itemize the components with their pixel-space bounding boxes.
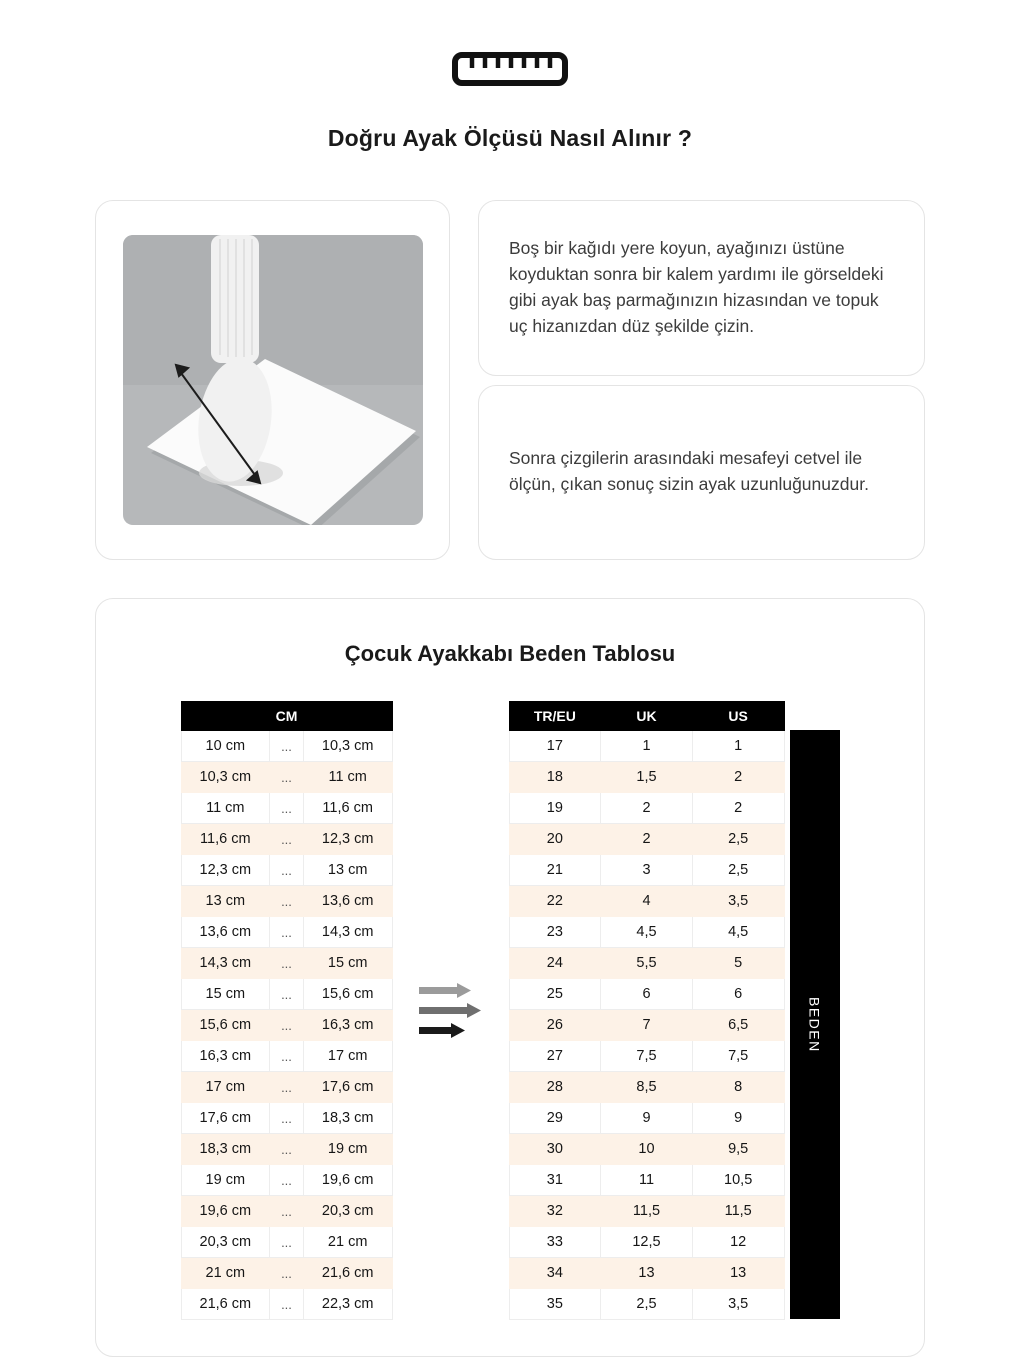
page-header bbox=[0, 0, 1020, 152]
cm-cell: 11,6 cm bbox=[181, 824, 270, 855]
cm-cell: 17 cm bbox=[303, 1041, 392, 1072]
cm-cell: ... bbox=[270, 1103, 304, 1134]
table-row bbox=[181, 762, 392, 793]
size-cell: 1 bbox=[692, 731, 784, 762]
size-cell: 13 bbox=[692, 1258, 784, 1289]
table-row bbox=[181, 948, 392, 979]
cm-table bbox=[181, 701, 393, 1320]
convert-arrows-icon bbox=[417, 978, 483, 1044]
size-table-header-uk: UK bbox=[601, 702, 693, 731]
size-cell: 26 bbox=[509, 1010, 601, 1041]
size-cell: 6 bbox=[692, 979, 784, 1010]
measure-section bbox=[0, 152, 1020, 560]
cm-table-header-row bbox=[181, 702, 392, 731]
cm-cell: 15,6 cm bbox=[303, 979, 392, 1010]
size-cell: 7 bbox=[601, 1010, 693, 1041]
cm-cell: ... bbox=[270, 886, 304, 917]
cm-cell: 19,6 cm bbox=[303, 1165, 392, 1196]
size-table-header-tr-eu: TR/EU bbox=[509, 702, 601, 731]
beden-label: BEDEN bbox=[806, 996, 823, 1053]
size-cell: 11,5 bbox=[601, 1196, 693, 1227]
table-row bbox=[509, 1289, 784, 1320]
table-row bbox=[509, 1258, 784, 1289]
size-cell: 1,5 bbox=[601, 762, 693, 793]
size-cell: 1 bbox=[601, 731, 693, 762]
size-table-header-row bbox=[509, 702, 784, 731]
cm-cell: 10 cm bbox=[181, 731, 270, 762]
table-row bbox=[509, 731, 784, 762]
cm-cell: 15 cm bbox=[303, 948, 392, 979]
cm-cell: 16,3 cm bbox=[303, 1010, 392, 1041]
cm-cell: 12,3 cm bbox=[181, 855, 270, 886]
size-cell: 7,5 bbox=[601, 1041, 693, 1072]
beden-label-bar bbox=[790, 730, 840, 1319]
table-row bbox=[509, 762, 784, 793]
cm-cell: ... bbox=[270, 824, 304, 855]
size-cell: 23 bbox=[509, 917, 601, 948]
size-cell: 4,5 bbox=[601, 917, 693, 948]
cm-cell: ... bbox=[270, 1134, 304, 1165]
size-cell: 25 bbox=[509, 979, 601, 1010]
size-cell: 2 bbox=[601, 824, 693, 855]
cm-cell: 21 cm bbox=[181, 1258, 270, 1289]
size-cell: 3,5 bbox=[692, 1289, 784, 1320]
cm-cell: 18,3 cm bbox=[303, 1103, 392, 1134]
cm-cell: ... bbox=[270, 855, 304, 886]
cm-cell: 19 cm bbox=[181, 1165, 270, 1196]
size-cell: 8,5 bbox=[601, 1072, 693, 1103]
size-cell: 22 bbox=[509, 886, 601, 917]
table-row bbox=[509, 1010, 784, 1041]
size-cell: 32 bbox=[509, 1196, 601, 1227]
cm-cell: 22,3 cm bbox=[303, 1289, 392, 1320]
size-cell: 3,5 bbox=[692, 886, 784, 917]
table-row bbox=[181, 731, 392, 762]
cm-cell: 11,6 cm bbox=[303, 793, 392, 824]
size-cell: 11 bbox=[601, 1165, 693, 1196]
size-cell: 2 bbox=[692, 762, 784, 793]
table-row bbox=[181, 824, 392, 855]
table-row bbox=[509, 1196, 784, 1227]
cm-cell: ... bbox=[270, 1258, 304, 1289]
cm-cell: 10,3 cm bbox=[181, 762, 270, 793]
cm-cell: 18,3 cm bbox=[181, 1134, 270, 1165]
cm-cell: 13 cm bbox=[303, 855, 392, 886]
table-row bbox=[181, 979, 392, 1010]
table-row bbox=[509, 1072, 784, 1103]
cm-cell: 19 cm bbox=[303, 1134, 392, 1165]
size-table-title: Çocuk Ayakkabı Beden Tablosu bbox=[344, 641, 676, 666]
instruction-step-2 bbox=[478, 385, 925, 561]
cm-cell: ... bbox=[270, 1072, 304, 1103]
size-cell: 8 bbox=[692, 1072, 784, 1103]
cm-cell: 17,6 cm bbox=[181, 1103, 270, 1134]
cm-cell: ... bbox=[270, 979, 304, 1010]
size-conversion-table bbox=[509, 701, 785, 1320]
size-cell: 12,5 bbox=[601, 1227, 693, 1258]
size-cell: 2,5 bbox=[601, 1289, 693, 1320]
size-cell: 9 bbox=[601, 1103, 693, 1134]
cm-cell: 14,3 cm bbox=[181, 948, 270, 979]
table-row bbox=[509, 948, 784, 979]
size-cell: 13 bbox=[601, 1258, 693, 1289]
size-table-header-us: US bbox=[692, 702, 784, 731]
cm-table-header: CM bbox=[181, 702, 392, 731]
size-cell: 17 bbox=[509, 731, 601, 762]
ruler-icon bbox=[451, 50, 569, 93]
table-row bbox=[509, 793, 784, 824]
cm-cell: ... bbox=[270, 917, 304, 948]
table-row bbox=[181, 1165, 392, 1196]
cm-cell: 11 cm bbox=[181, 793, 270, 824]
table-row bbox=[181, 793, 392, 824]
cm-cell: 16,3 cm bbox=[181, 1041, 270, 1072]
instructions-column bbox=[478, 200, 925, 560]
size-cell: 2,5 bbox=[692, 824, 784, 855]
instruction-step-2-text: Sonra çizgilerin arasındaki mesafeyi cetvel ile ölçün, çıkan sonuç sizin ayak uzunluğunuzdur. bbox=[509, 448, 869, 495]
size-cell: 20 bbox=[509, 824, 601, 855]
table-row bbox=[181, 1103, 392, 1134]
cm-cell: 10,3 cm bbox=[303, 731, 392, 762]
table-row bbox=[181, 1134, 392, 1165]
size-cell: 3 bbox=[601, 855, 693, 886]
size-cell: 27 bbox=[509, 1041, 601, 1072]
size-cell: 28 bbox=[509, 1072, 601, 1103]
size-cell: 6 bbox=[601, 979, 693, 1010]
cm-cell: 21,6 cm bbox=[303, 1258, 392, 1289]
size-cell: 33 bbox=[509, 1227, 601, 1258]
size-cell: 2 bbox=[692, 793, 784, 824]
instruction-step-1-text: Boş bir kağıdı yere koyun, ayağınızı üstüne koyduktan sonra bir kalem yardımı ile görseldeki gibi ayak baş parmağınızın hizasından ve topuk uç hizanızdan düz şekilde çizin. bbox=[509, 237, 884, 336]
foot-measurement-photo-card bbox=[95, 200, 450, 560]
cm-cell: 13,6 cm bbox=[303, 886, 392, 917]
cm-cell: ... bbox=[270, 1227, 304, 1258]
size-cell: 11,5 bbox=[692, 1196, 784, 1227]
size-cell: 4 bbox=[601, 886, 693, 917]
table-row bbox=[181, 1010, 392, 1041]
cm-cell: 17 cm bbox=[181, 1072, 270, 1103]
cm-cell: ... bbox=[270, 1165, 304, 1196]
size-cell: 19 bbox=[509, 793, 601, 824]
cm-cell: 21 cm bbox=[303, 1227, 392, 1258]
size-cell: 12 bbox=[692, 1227, 784, 1258]
instruction-step-1 bbox=[478, 200, 925, 376]
size-table-card bbox=[95, 598, 925, 1357]
table-row bbox=[509, 1227, 784, 1258]
cm-cell: ... bbox=[270, 1196, 304, 1227]
cm-cell: 13 cm bbox=[181, 886, 270, 917]
cm-cell: ... bbox=[270, 1041, 304, 1072]
cm-cell: 17,6 cm bbox=[303, 1072, 392, 1103]
size-cell: 6,5 bbox=[692, 1010, 784, 1041]
size-tables bbox=[96, 701, 924, 1320]
table-row bbox=[181, 1289, 392, 1320]
cm-cell: ... bbox=[270, 1010, 304, 1041]
size-cell: 18 bbox=[509, 762, 601, 793]
cm-cell: ... bbox=[270, 731, 304, 762]
size-cell: 4,5 bbox=[692, 917, 784, 948]
cm-cell: ... bbox=[270, 793, 304, 824]
table-row bbox=[509, 855, 784, 886]
size-cell: 9 bbox=[692, 1103, 784, 1134]
size-cell: 5,5 bbox=[601, 948, 693, 979]
size-cell: 29 bbox=[509, 1103, 601, 1134]
table-row bbox=[181, 1072, 392, 1103]
table-row bbox=[181, 1041, 392, 1072]
cm-cell: 15 cm bbox=[181, 979, 270, 1010]
size-cell: 34 bbox=[509, 1258, 601, 1289]
size-cell: 7,5 bbox=[692, 1041, 784, 1072]
size-cell: 24 bbox=[509, 948, 601, 979]
page-title: Doğru Ayak Ölçüsü Nasıl Alınır ? bbox=[327, 125, 693, 151]
table-row bbox=[509, 824, 784, 855]
cm-cell: 13,6 cm bbox=[181, 917, 270, 948]
table-row bbox=[509, 979, 784, 1010]
cm-cell: 19,6 cm bbox=[181, 1196, 270, 1227]
size-cell: 5 bbox=[692, 948, 784, 979]
table-row bbox=[509, 1165, 784, 1196]
table-row bbox=[181, 1196, 392, 1227]
cm-cell: 14,3 cm bbox=[303, 917, 392, 948]
table-row bbox=[181, 917, 392, 948]
cm-cell: 21,6 cm bbox=[181, 1289, 270, 1320]
size-cell: 35 bbox=[509, 1289, 601, 1320]
cm-cell: 12,3 cm bbox=[303, 824, 392, 855]
cm-cell: 20,3 cm bbox=[303, 1196, 392, 1227]
foot-measurement-image bbox=[123, 235, 423, 525]
size-cell: 30 bbox=[509, 1134, 601, 1165]
table-row bbox=[181, 1227, 392, 1258]
table-row bbox=[509, 1134, 784, 1165]
cm-cell: 11 cm bbox=[303, 762, 392, 793]
table-row bbox=[509, 1103, 784, 1134]
size-cell: 2,5 bbox=[692, 855, 784, 886]
table-row bbox=[509, 886, 784, 917]
size-cell: 21 bbox=[509, 855, 601, 886]
table-row bbox=[509, 917, 784, 948]
size-cell: 9,5 bbox=[692, 1134, 784, 1165]
cm-cell: 20,3 cm bbox=[181, 1227, 270, 1258]
cm-cell: ... bbox=[270, 1289, 304, 1320]
size-cell: 31 bbox=[509, 1165, 601, 1196]
cm-cell: ... bbox=[270, 948, 304, 979]
table-row bbox=[181, 855, 392, 886]
size-cell: 2 bbox=[601, 793, 693, 824]
cm-cell: ... bbox=[270, 762, 304, 793]
table-row bbox=[181, 1258, 392, 1289]
size-cell: 10 bbox=[601, 1134, 693, 1165]
table-row bbox=[181, 886, 392, 917]
table-row bbox=[509, 1041, 784, 1072]
cm-cell: 15,6 cm bbox=[181, 1010, 270, 1041]
size-cell: 10,5 bbox=[692, 1165, 784, 1196]
